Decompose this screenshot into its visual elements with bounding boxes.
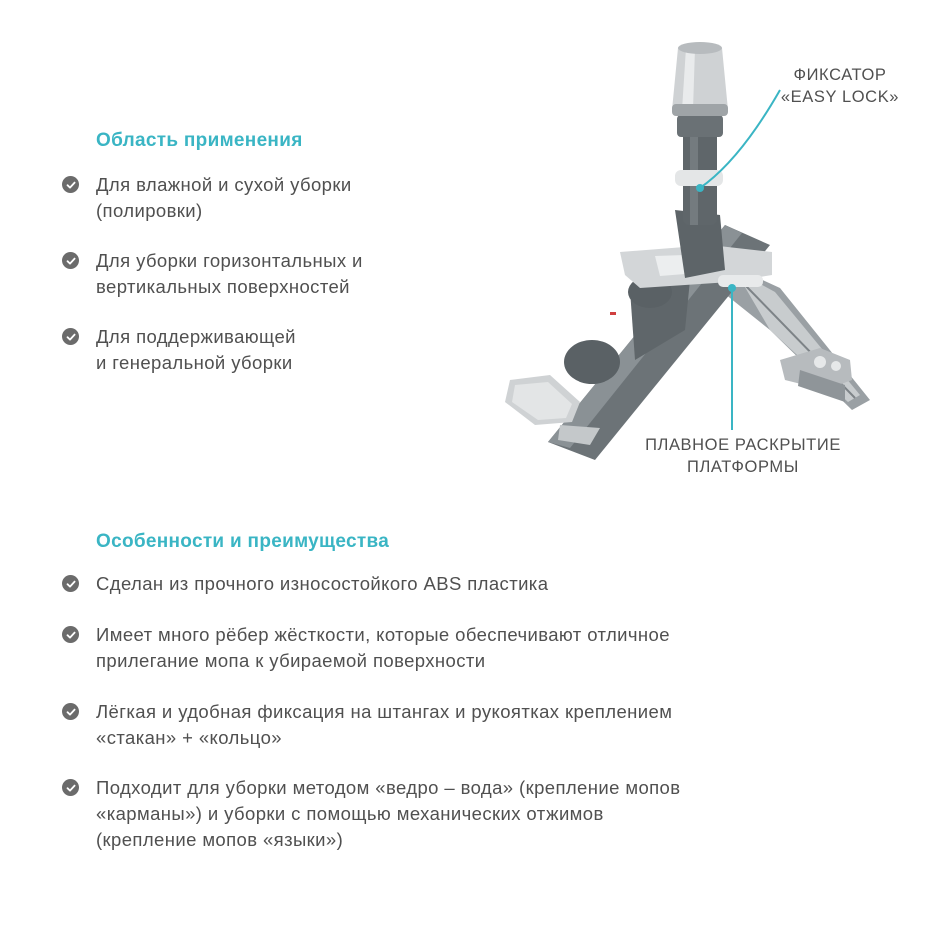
list-item <box>62 699 672 751</box>
list-item-text: Для уборки горизонтальных и вертикальных поверхностей <box>96 250 363 297</box>
check-icon <box>62 626 79 643</box>
list-item-text: Сделан из прочного износостойкого ABS пластика <box>96 573 549 594</box>
list-item-text: Для влажной и сухой уборки (полировки) <box>96 174 352 221</box>
list-item <box>62 172 352 224</box>
check-icon <box>62 575 79 592</box>
list-item-text: Для поддерживающей и генеральной уборки <box>96 326 296 373</box>
platform-callout-label: ПЛАВНОЕ РАСКРЫТИЕ ПЛАТФОРМЫ <box>645 436 841 476</box>
list-item-text: Лёгкая и удобная фиксация на штангах и рукоятках креплением «стакан» + «кольцо» <box>96 701 673 748</box>
check-icon <box>62 779 79 796</box>
lock-callout-label: ФИКСАТОР «EASY LOCK» <box>780 66 900 106</box>
check-icon <box>62 176 79 193</box>
check-icon <box>62 252 79 269</box>
list-item-text: Имеет много рёбер жёсткости, которые обеспечивают отличное прилегание мопа к убираемой поверхности <box>96 624 670 671</box>
features-title: Особенности и преимущества <box>96 531 390 552</box>
list-item <box>62 324 296 376</box>
list-item <box>62 775 680 853</box>
check-icon <box>62 328 79 345</box>
list-item <box>62 248 363 300</box>
list-item <box>62 571 548 597</box>
handle-socket <box>672 42 728 225</box>
list-item <box>62 622 670 674</box>
check-icon <box>62 703 79 720</box>
application-title: Область применения <box>96 130 303 151</box>
list-item-text: Подходит для уборки методом «ведро – вода» (крепление мопов «карманы») и уборки с помощью механических отжимов (крепление мопов «языки») <box>96 777 681 850</box>
